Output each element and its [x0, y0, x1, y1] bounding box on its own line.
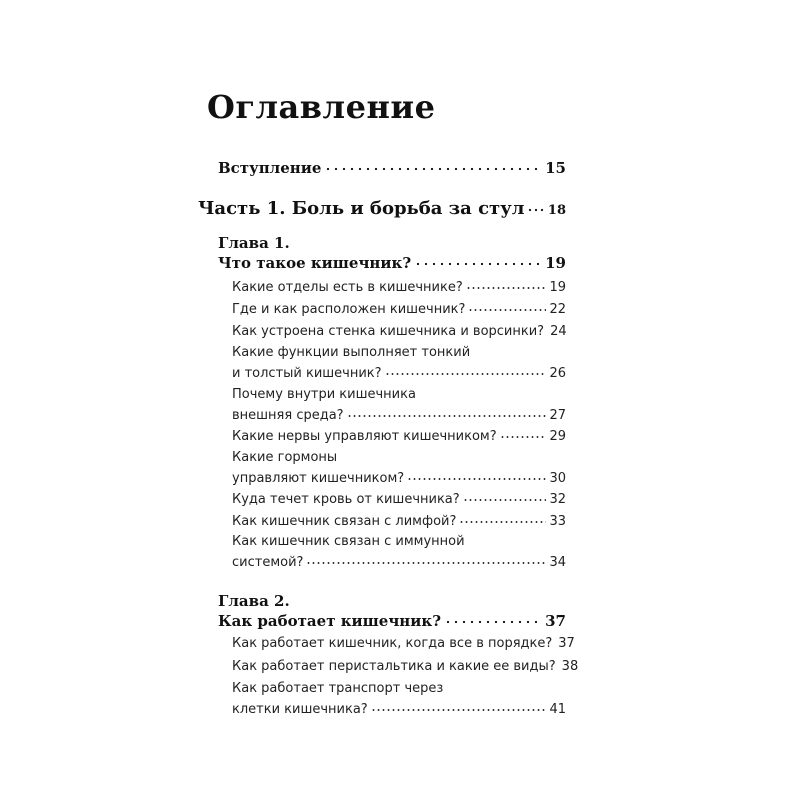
- toc-subentry[interactable]: [232, 406, 566, 423]
- chapter-number: [218, 592, 290, 610]
- dot-leader: [371, 700, 547, 713]
- toc-entry-intro[interactable]: [218, 158, 566, 177]
- toc-subentry[interactable]: [232, 657, 579, 674]
- entry-page: 37: [558, 636, 575, 651]
- toc-entry-part-1[interactable]: [198, 196, 566, 219]
- toc-subentry[interactable]: [232, 322, 566, 339]
- dot-leader: [324, 158, 542, 173]
- entry-label: Как работает кишечник?: [218, 612, 442, 630]
- toc-entry-chapter-2[interactable]: [218, 611, 566, 630]
- entry-page: 29: [549, 429, 566, 444]
- toc-subentry[interactable]: [232, 345, 470, 360]
- entry-label: Какие нервы управляют кишечником?: [232, 429, 497, 444]
- toc-subentry[interactable]: [232, 553, 566, 570]
- entry-label: Какие функции выполняет тонкий: [232, 345, 471, 360]
- entry-label: Как кишечник связан с лимфой?: [232, 514, 457, 529]
- toc-subentry[interactable]: [232, 490, 566, 507]
- dot-leader: [407, 469, 546, 482]
- entry-page: 34: [549, 555, 566, 570]
- entry-page: 32: [549, 492, 566, 507]
- entry-page: 22: [549, 302, 566, 317]
- entry-page: 27: [549, 408, 566, 423]
- entry-page: 41: [549, 702, 566, 717]
- dot-leader: [414, 253, 542, 268]
- entry-page: 30: [549, 471, 566, 486]
- toc-subentry[interactable]: [232, 681, 443, 696]
- toc-subentry[interactable]: [232, 700, 566, 717]
- entry-page: 15: [545, 159, 566, 177]
- entry-page: 37: [545, 612, 566, 630]
- chapter-number: [218, 234, 290, 252]
- toc-subentry[interactable]: [232, 512, 566, 529]
- entry-page: 18: [547, 203, 566, 218]
- entry-label: Что такое кишечник?: [218, 254, 412, 272]
- entry-page: 19: [549, 280, 566, 295]
- dot-leader: [306, 553, 546, 566]
- toc-subentry[interactable]: [232, 469, 566, 486]
- entry-page: 26: [549, 366, 566, 381]
- dot-leader: [347, 406, 547, 419]
- dot-leader: [527, 196, 544, 214]
- toc-entry-chapter-1[interactable]: [218, 253, 566, 272]
- page-title: Оглавление: [207, 88, 436, 126]
- dot-leader: [463, 490, 547, 503]
- toc-subentry[interactable]: [232, 364, 566, 381]
- entry-label: Как работает кишечник, когда все в порядке?: [232, 636, 553, 651]
- entry-label: Как устроена стенка кишечника и ворсинки?: [232, 324, 545, 339]
- entry-label: управляют кишечником?: [232, 471, 405, 486]
- entry-page: 33: [549, 514, 566, 529]
- entry-page: 24: [550, 324, 567, 339]
- entry-label: Часть 1. Боль и борьба за стул: [198, 198, 525, 219]
- chapter-number-label: Глава 2.: [218, 592, 290, 610]
- toc-subentry[interactable]: [232, 278, 566, 295]
- entry-label: Как кишечник связан с иммунной: [232, 534, 465, 549]
- entry-label: Куда течет кровь от кишечника?: [232, 492, 460, 507]
- toc-subentry[interactable]: [232, 427, 566, 444]
- dot-leader: [466, 278, 547, 291]
- entry-label: системой?: [232, 555, 304, 570]
- entry-page: 38: [561, 659, 579, 674]
- entry-label: клетки кишечника?: [232, 702, 368, 717]
- toc-subentry[interactable]: [232, 450, 337, 465]
- dot-leader: [444, 611, 542, 626]
- dot-leader: [500, 427, 547, 440]
- entry-label: Какие отделы есть в кишечнике?: [232, 280, 463, 295]
- entry-label: Как работает транспорт через: [232, 681, 444, 696]
- entry-page: 19: [545, 254, 566, 272]
- entry-label: и толстый кишечник?: [232, 366, 382, 381]
- dot-leader: [459, 512, 546, 525]
- chapter-number-label: Глава 1.: [218, 234, 290, 252]
- entry-label: Какие гормоны: [232, 450, 338, 465]
- toc-subentry[interactable]: [232, 534, 465, 549]
- toc-subentry[interactable]: [232, 634, 575, 651]
- entry-label: Почему внутри кишечника: [232, 387, 416, 402]
- dot-leader: [468, 300, 546, 313]
- entry-label: внешняя среда?: [232, 408, 344, 423]
- toc-subentry[interactable]: [232, 300, 566, 317]
- toc-subentry[interactable]: [232, 387, 416, 402]
- dot-leader: [385, 364, 547, 377]
- entry-label: Где и как расположен кишечник?: [232, 302, 466, 317]
- entry-label: Как работает перистальтика и какие ее виды?: [232, 659, 556, 674]
- entry-label: Вступление: [218, 159, 322, 177]
